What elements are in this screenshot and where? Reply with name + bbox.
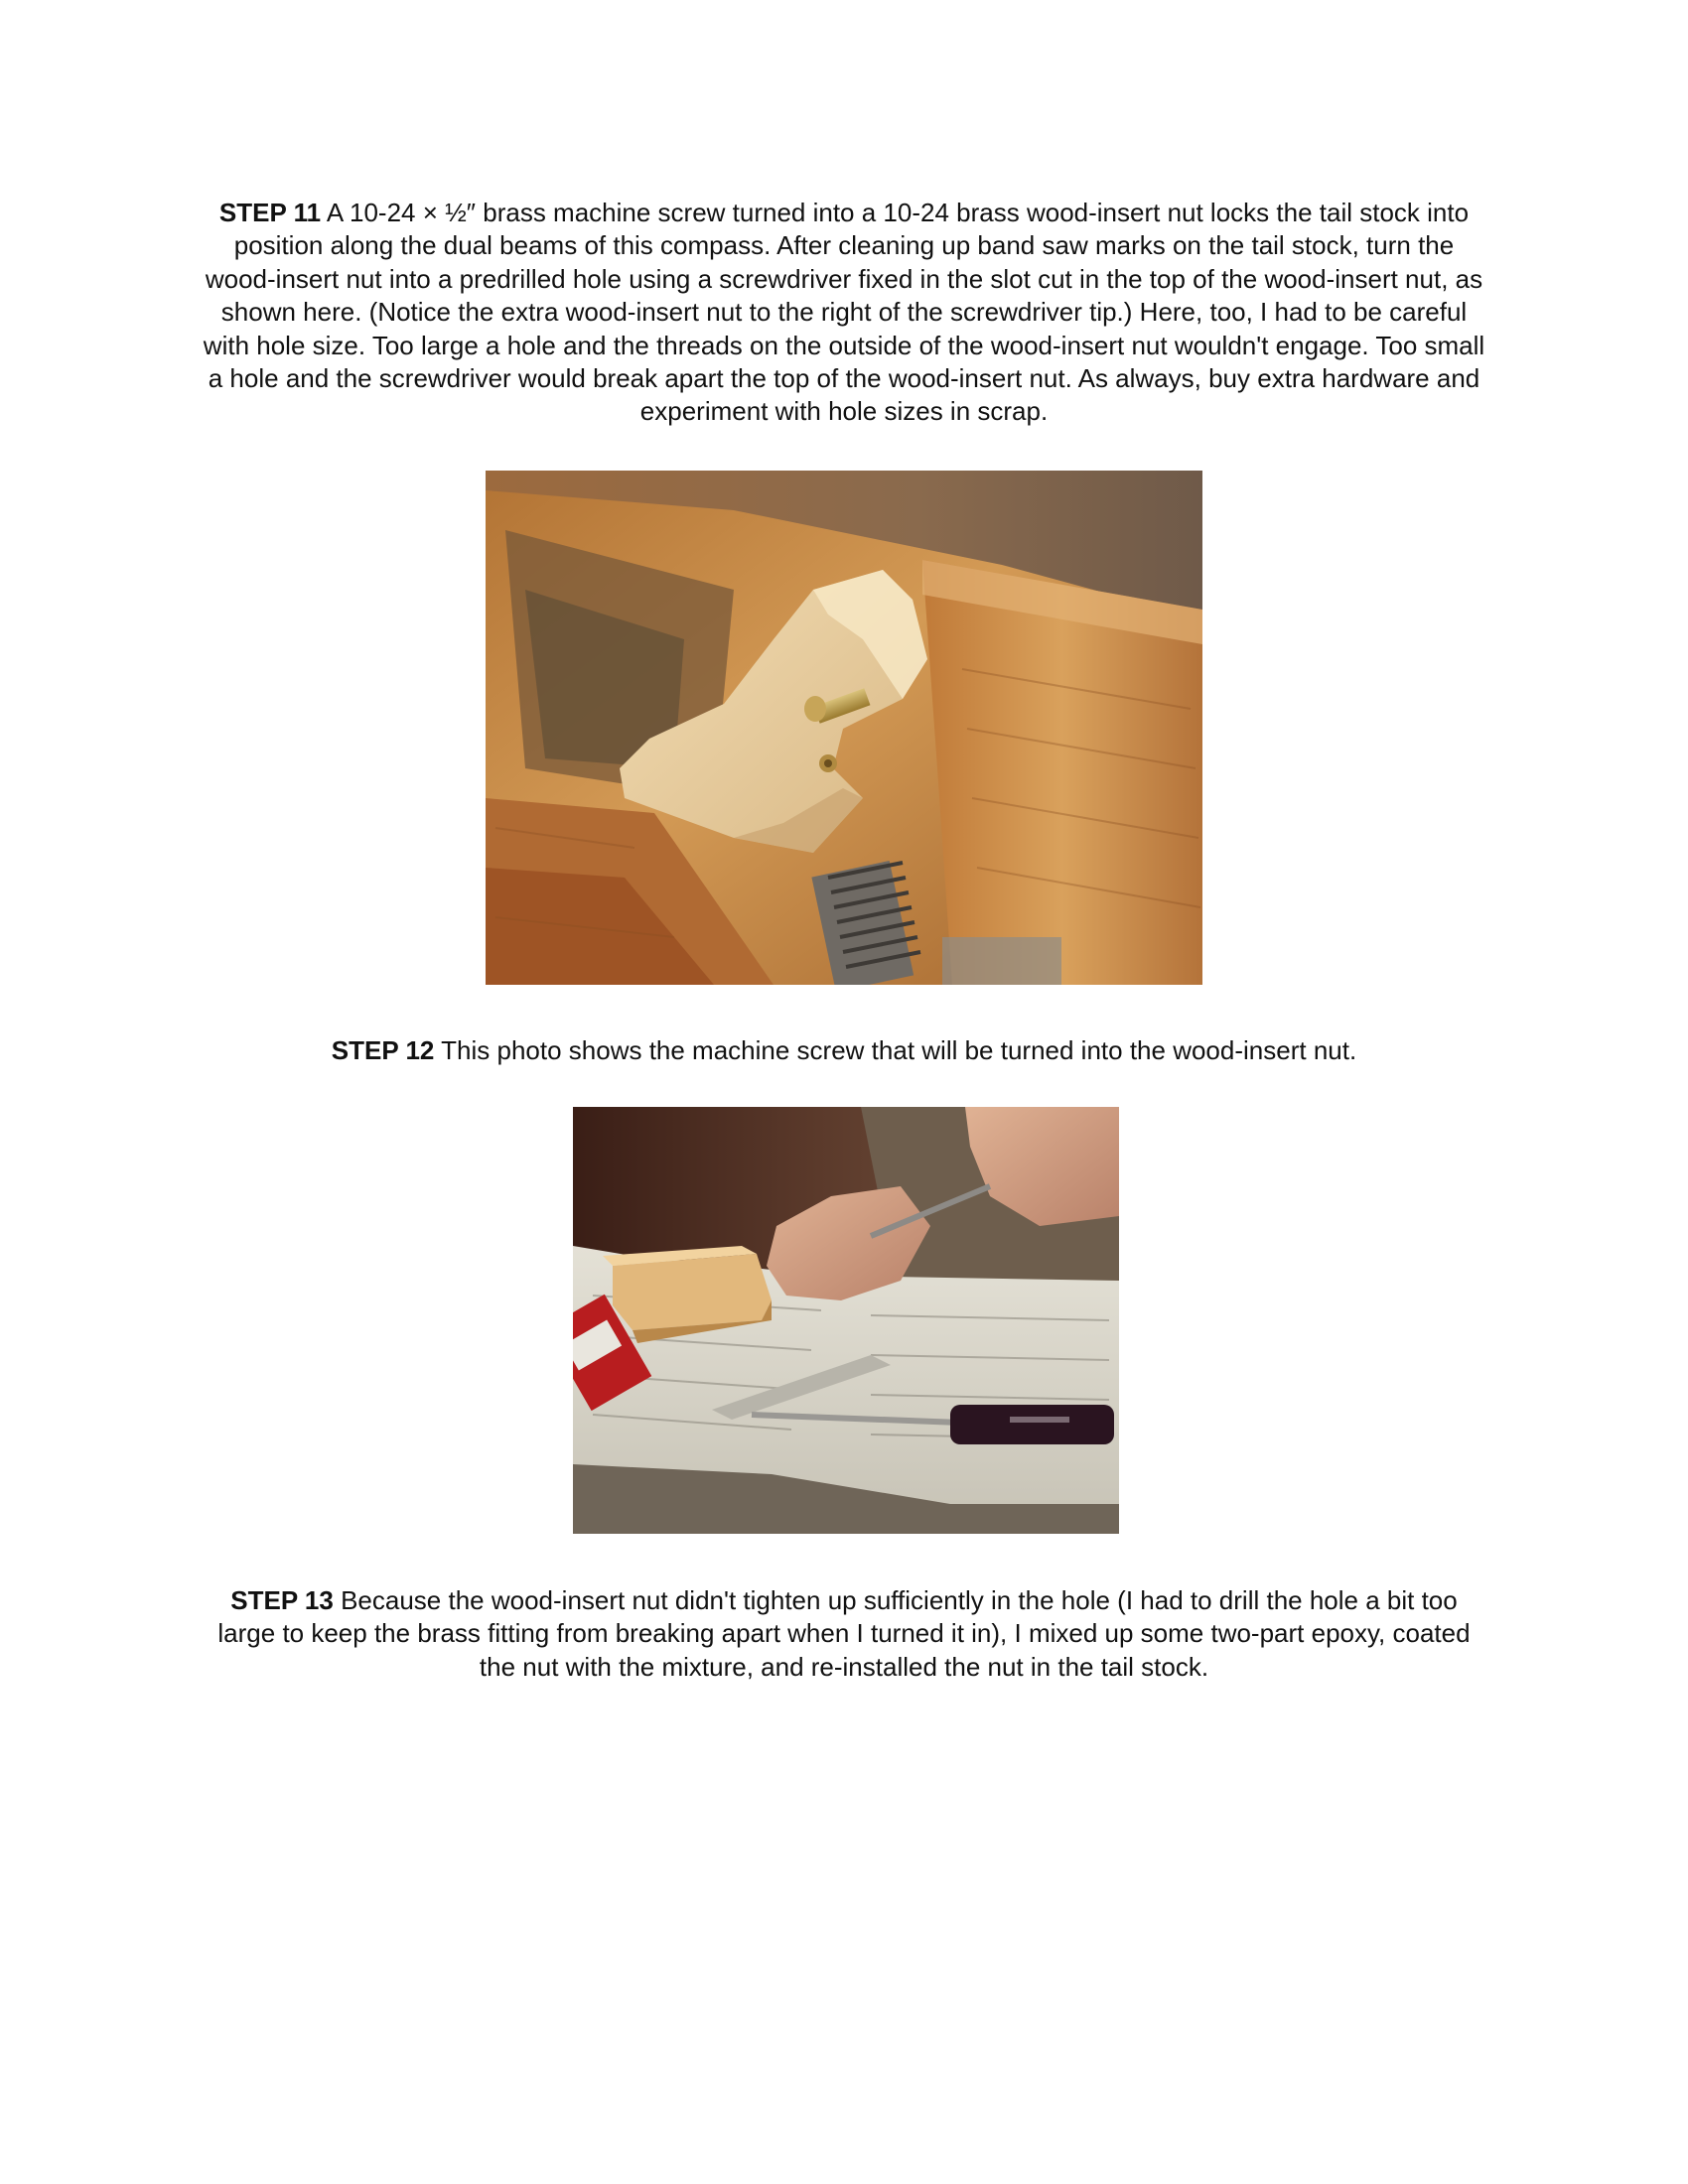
- step-12-paragraph: [199, 1034, 1489, 1067]
- machine-screw-photo: [573, 1107, 1119, 1534]
- step-13-paragraph: [199, 1584, 1489, 1684]
- step-11-text: A 10-24 × ½″ brass machine screw turned into a 10-24 brass wood-insert nut locks the tail stock into position along the dual beams of this compass. After cleaning up band saw marks on the tail stock, turn the wood-insert nut into a predrilled hole using a screwdriver fixed in the slot cut in the top of the wood-insert nut, as shown here. (Notice the extra wood-insert nut to the right of the screwdriver tip.) Here, too, I had to be careful with hole size. Too large a hole and the threads on the outside of the wood-insert nut wouldn't engage. Too small a hole and the screwdriver would break apart the top of the wood-insert nut. As always, buy extra hardware and experiment with hole sizes in scrap.: [203, 198, 1485, 427]
- step-11-paragraph: [199, 197, 1489, 429]
- tail-stock-photo-image: [486, 471, 1202, 985]
- step-11-label: STEP 11: [218, 198, 322, 227]
- step-12-label: STEP 12: [331, 1035, 435, 1065]
- step-13-label: STEP 13: [230, 1585, 334, 1615]
- step-13-text: Because the wood-insert nut didn't tighten up sufficiently in the hole (I had to drill the hole a bit too large to keep the brass fitting from breaking apart when I turned it in), I mixed up some two-part epoxy, coated the nut with the mixture, and re-installed the nut in the tail stock.: [217, 1585, 1471, 1682]
- tail-stock-photo: [486, 471, 1202, 985]
- step-12-text: This photo shows the machine screw that will be turned into the wood-insert nut.: [434, 1035, 1357, 1065]
- machine-screw-photo-image: [573, 1107, 1119, 1534]
